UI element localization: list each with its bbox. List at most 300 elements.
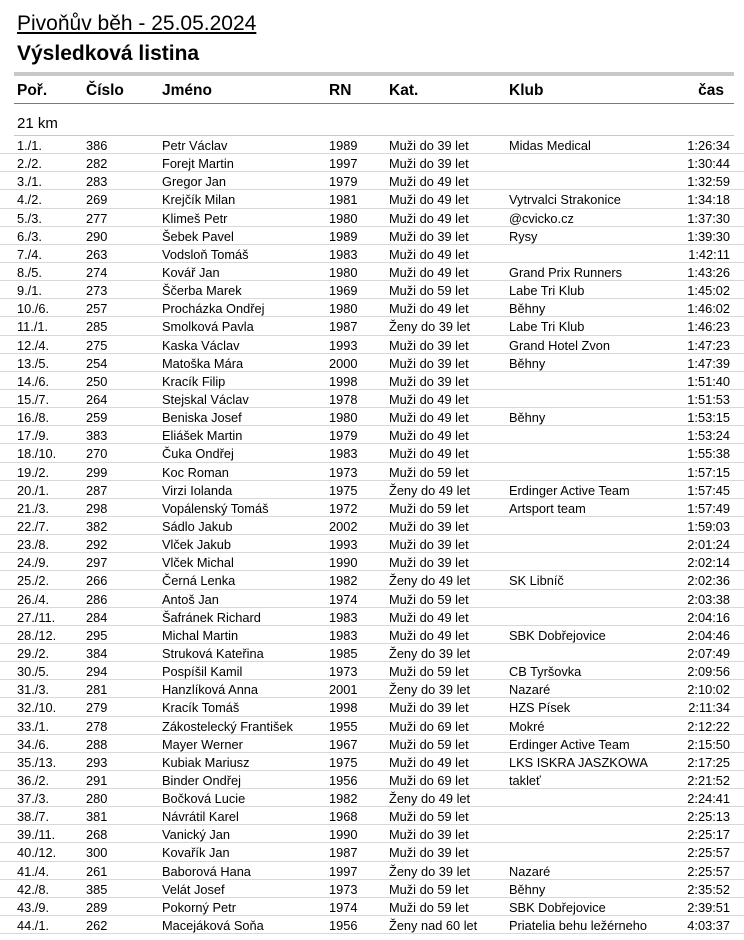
cell-name: Procházka Ondřej bbox=[162, 301, 265, 317]
cell-number: 295 bbox=[86, 627, 108, 643]
cell-category: Muži do 39 let bbox=[389, 555, 469, 571]
cell-time: 1:43:26 bbox=[687, 264, 730, 280]
cell-time: 2:02:14 bbox=[687, 555, 730, 571]
cell-club: @cvicko.cz bbox=[509, 210, 574, 226]
cell-club: Grand Prix Runners bbox=[509, 264, 623, 280]
cell-year: 1973 bbox=[329, 664, 358, 680]
cell-year: 1980 bbox=[329, 264, 358, 280]
cell-rank: 36./2. bbox=[17, 772, 50, 788]
header-time: čas bbox=[698, 82, 724, 99]
cell-year: 1989 bbox=[329, 228, 358, 244]
cell-club: SBK Dobřejovice bbox=[509, 899, 606, 915]
table-row bbox=[0, 372, 744, 390]
cell-number: 277 bbox=[86, 210, 108, 226]
table-row bbox=[0, 698, 744, 716]
cell-category: Muži do 49 let bbox=[389, 301, 469, 317]
cell-rank: 1./1. bbox=[17, 138, 42, 153]
table-row bbox=[0, 916, 744, 934]
cell-number: 283 bbox=[86, 174, 108, 190]
cell-number: 270 bbox=[86, 446, 108, 462]
table-row bbox=[0, 807, 744, 825]
cell-rank: 13./5. bbox=[17, 355, 50, 371]
cell-name: Vanický Jan bbox=[162, 827, 231, 843]
cell-time: 1:55:38 bbox=[687, 446, 730, 462]
table-row bbox=[0, 299, 744, 317]
cell-time: 1:53:24 bbox=[687, 428, 730, 444]
cell-number: 292 bbox=[86, 537, 108, 553]
cell-rank: 38./7. bbox=[17, 809, 50, 825]
cell-rank: 40./12. bbox=[17, 845, 57, 861]
table-row bbox=[0, 535, 744, 553]
cell-rank: 25./2. bbox=[17, 573, 50, 589]
cell-rank: 44./1. bbox=[17, 918, 50, 934]
cell-name: Šafránek Richard bbox=[162, 609, 261, 625]
cell-number: 286 bbox=[86, 591, 108, 607]
cell-name: Kracík Filip bbox=[162, 373, 226, 389]
cell-year: 1975 bbox=[329, 754, 358, 770]
cell-name: Vopálenský Tomáš bbox=[162, 500, 269, 516]
cell-name: Pospíšil Kamil bbox=[162, 664, 243, 680]
table-row bbox=[0, 408, 744, 426]
cell-name: Šebek Pavel bbox=[162, 228, 234, 244]
cell-category: Muži do 59 let bbox=[389, 881, 469, 897]
cell-year: 1990 bbox=[329, 827, 358, 843]
cell-club: HZS Písek bbox=[509, 700, 571, 716]
cell-category: Muži do 39 let bbox=[389, 845, 469, 861]
table-row bbox=[0, 426, 744, 444]
cell-club: Grand Hotel Zvon bbox=[509, 337, 611, 353]
cell-category: Muži do 49 let bbox=[389, 210, 469, 226]
cell-time: 1:42:11 bbox=[688, 246, 730, 262]
table-row bbox=[0, 825, 744, 843]
cell-number: 297 bbox=[86, 555, 108, 571]
cell-time: 1:47:23 bbox=[687, 337, 730, 353]
cell-name: Vlček Michal bbox=[162, 555, 234, 571]
cell-time: 1:51:40 bbox=[687, 373, 730, 389]
table-row bbox=[0, 336, 744, 354]
cell-rank: 31./3. bbox=[17, 682, 50, 698]
cell-number: 285 bbox=[86, 319, 108, 335]
cell-club: Rysy bbox=[509, 228, 538, 244]
cell-category: Muži do 39 let bbox=[389, 537, 469, 553]
cell-time: 2:15:50 bbox=[687, 736, 730, 752]
cell-category: Muži do 49 let bbox=[389, 264, 469, 280]
cell-club: SK Libníč bbox=[509, 573, 564, 589]
cell-year: 1975 bbox=[329, 482, 358, 498]
cell-year: 1973 bbox=[329, 464, 358, 480]
cell-number: 263 bbox=[86, 246, 108, 262]
cell-time: 1:59:03 bbox=[687, 518, 730, 534]
cell-number: 287 bbox=[86, 482, 108, 498]
cell-club: Běhny bbox=[509, 301, 546, 317]
cell-category: Ženy do 39 let bbox=[389, 682, 471, 698]
table-row bbox=[0, 590, 744, 608]
cell-club: Priatelia behu ležérneho bbox=[509, 918, 648, 934]
table-row bbox=[0, 843, 744, 861]
cell-number: 250 bbox=[86, 373, 108, 389]
cell-club: SBK Dobřejovice bbox=[509, 627, 606, 643]
cell-name: Hanzlíková Anna bbox=[162, 682, 259, 698]
cell-time: 1:30:44 bbox=[687, 156, 730, 172]
table-row bbox=[0, 499, 744, 517]
cell-name: Struková Kateřina bbox=[162, 645, 264, 661]
cell-year: 1997 bbox=[329, 156, 358, 172]
cell-club: Labe Tri Klub bbox=[509, 283, 585, 299]
cell-time: 1:39:30 bbox=[687, 228, 730, 244]
cell-time: 2:24:41 bbox=[687, 791, 730, 807]
cell-number: 383 bbox=[86, 428, 108, 444]
cell-time: 2:35:52 bbox=[687, 881, 730, 897]
cell-year: 1968 bbox=[329, 809, 358, 825]
cell-rank: 2./2. bbox=[17, 156, 42, 172]
cell-year: 1987 bbox=[329, 845, 358, 861]
cell-rank: 34./6. bbox=[17, 736, 50, 752]
cell-name: Vodsloň Tomáš bbox=[162, 246, 249, 262]
cell-category: Muži do 39 let bbox=[389, 355, 469, 371]
cell-category: Muži do 49 let bbox=[389, 627, 469, 643]
cell-time: 2:21:52 bbox=[687, 772, 730, 788]
cell-name: Gregor Jan bbox=[162, 174, 227, 190]
cell-category: Ženy do 49 let bbox=[389, 573, 471, 589]
cell-rank: 42./8. bbox=[17, 881, 50, 897]
cell-number: 290 bbox=[86, 228, 108, 244]
cell-category: Muži do 59 let bbox=[389, 736, 469, 752]
cell-rank: 7./4. bbox=[17, 246, 42, 262]
cell-number: 291 bbox=[86, 772, 108, 788]
table-row bbox=[0, 136, 744, 154]
cell-name: Eliášek Martin bbox=[162, 428, 243, 444]
table-row bbox=[0, 680, 744, 698]
cell-category: Muži do 39 let bbox=[389, 337, 469, 353]
cell-number: 298 bbox=[86, 500, 108, 516]
cell-club: Mokré bbox=[509, 718, 545, 734]
cell-number: 281 bbox=[86, 682, 108, 698]
cell-club: Midas Medical bbox=[509, 138, 591, 153]
table-row bbox=[0, 190, 744, 208]
cell-rank: 24./9. bbox=[17, 555, 50, 571]
cell-rank: 4./2. bbox=[17, 192, 42, 208]
table-row bbox=[0, 644, 744, 662]
cell-name: Vlček Jakub bbox=[162, 537, 231, 553]
cell-rank: 19./2. bbox=[17, 464, 50, 480]
cell-name: Pokorný Petr bbox=[162, 899, 236, 915]
cell-rank: 22./7. bbox=[17, 518, 50, 534]
cell-time: 2:01:24 bbox=[687, 537, 730, 553]
cell-club: Běhny bbox=[509, 410, 546, 426]
cell-year: 1983 bbox=[329, 246, 358, 262]
cell-category: Ženy do 39 let bbox=[389, 645, 471, 661]
cell-category: Muži do 39 let bbox=[389, 373, 469, 389]
cell-club: takleť bbox=[509, 772, 541, 788]
cell-category: Muži do 39 let bbox=[389, 228, 469, 244]
cell-number: 294 bbox=[86, 664, 108, 680]
cell-year: 1969 bbox=[329, 283, 358, 299]
cell-category: Muži do 49 let bbox=[389, 391, 469, 407]
cell-category: Ženy do 39 let bbox=[389, 863, 471, 879]
header-number: Číslo bbox=[86, 82, 124, 99]
cell-category: Muži do 59 let bbox=[389, 664, 469, 680]
cell-rank: 35./13. bbox=[17, 754, 57, 770]
cell-category: Ženy do 49 let bbox=[389, 791, 471, 807]
cell-number: 275 bbox=[86, 337, 108, 353]
cell-club: Erdinger Active Team bbox=[509, 482, 630, 498]
cell-category: Muži do 59 let bbox=[389, 899, 469, 915]
cell-name: Smolková Pavla bbox=[162, 319, 254, 335]
results-table bbox=[0, 136, 744, 934]
cell-number: 262 bbox=[86, 918, 108, 934]
cell-number: 259 bbox=[86, 410, 108, 426]
cell-rank: 41./4. bbox=[17, 863, 50, 879]
cell-year: 2001 bbox=[329, 682, 358, 698]
cell-time: 2:10:02 bbox=[687, 682, 730, 698]
cell-category: Muži do 39 let bbox=[389, 138, 469, 153]
cell-time: 2:11:34 bbox=[688, 700, 730, 716]
cell-time: 1:57:15 bbox=[687, 464, 730, 480]
cell-number: 288 bbox=[86, 736, 108, 752]
cell-year: 1980 bbox=[329, 210, 358, 226]
cell-name: Kubiak Mariusz bbox=[162, 754, 250, 770]
cell-club: Nazaré bbox=[509, 863, 551, 879]
cell-category: Ženy nad 60 let bbox=[389, 918, 478, 934]
cell-club: Labe Tri Klub bbox=[509, 319, 585, 335]
cell-name: Michal Martin bbox=[162, 627, 239, 643]
cell-time: 2:25:13 bbox=[687, 809, 730, 825]
page-subtitle: Výsledková listina bbox=[17, 42, 200, 65]
cell-time: 2:12:22 bbox=[687, 718, 730, 734]
cell-year: 1980 bbox=[329, 410, 358, 426]
cell-year: 1980 bbox=[329, 301, 358, 317]
cell-time: 2:25:17 bbox=[687, 827, 730, 843]
cell-name: Velát Josef bbox=[162, 881, 225, 897]
cell-number: 384 bbox=[86, 645, 108, 661]
cell-name: Koc Roman bbox=[162, 464, 229, 480]
cell-time: 1:47:39 bbox=[687, 355, 730, 371]
cell-number: 264 bbox=[86, 391, 108, 407]
cell-time: 1:45:02 bbox=[687, 283, 730, 299]
cell-club: Běhny bbox=[509, 881, 546, 897]
cell-rank: 10./6. bbox=[17, 301, 50, 317]
cell-number: 385 bbox=[86, 881, 108, 897]
cell-category: Muži do 39 let bbox=[389, 518, 469, 534]
cell-rank: 9./1. bbox=[17, 283, 42, 299]
table-row bbox=[0, 789, 744, 807]
cell-rank: 30./5. bbox=[17, 664, 50, 680]
cell-name: Černá Lenka bbox=[162, 573, 236, 589]
cell-rank: 21./3. bbox=[17, 500, 50, 516]
cell-time: 1:57:45 bbox=[687, 482, 730, 498]
cell-number: 268 bbox=[86, 827, 108, 843]
header-divider bbox=[14, 103, 734, 104]
cell-year: 1982 bbox=[329, 573, 358, 589]
cell-time: 2:25:57 bbox=[687, 863, 730, 879]
cell-year: 1978 bbox=[329, 391, 358, 407]
cell-category: Muži do 59 let bbox=[389, 591, 469, 607]
cell-time: 1:34:18 bbox=[687, 192, 730, 208]
cell-rank: 6./3. bbox=[17, 228, 42, 244]
cell-time: 2:17:25 bbox=[687, 754, 730, 770]
table-row bbox=[0, 608, 744, 626]
cell-name: Kovář Jan bbox=[162, 264, 220, 280]
cell-name: Matoška Mára bbox=[162, 355, 244, 371]
cell-time: 1:37:30 bbox=[687, 210, 730, 226]
cell-year: 1983 bbox=[329, 446, 358, 462]
table-row bbox=[0, 463, 744, 481]
cell-year: 1983 bbox=[329, 609, 358, 625]
cell-year: 1987 bbox=[329, 319, 358, 335]
cell-rank: 18./10. bbox=[17, 446, 57, 462]
cell-category: Muži do 59 let bbox=[389, 500, 469, 516]
cell-category: Muži do 49 let bbox=[389, 174, 469, 190]
cell-number: 386 bbox=[86, 138, 108, 153]
header-category: Kat. bbox=[389, 82, 419, 99]
cell-number: 274 bbox=[86, 264, 108, 280]
cell-number: 282 bbox=[86, 156, 108, 172]
cell-time: 2:03:38 bbox=[687, 591, 730, 607]
cell-year: 1967 bbox=[329, 736, 358, 752]
cell-name: Sádlo Jakub bbox=[162, 518, 233, 534]
cell-rank: 33./1. bbox=[17, 718, 50, 734]
cell-category: Muži do 49 let bbox=[389, 428, 469, 444]
cell-club: CB Tyršovka bbox=[509, 664, 582, 680]
cell-year: 2000 bbox=[329, 355, 358, 371]
table-row bbox=[0, 862, 744, 880]
cell-year: 1974 bbox=[329, 899, 358, 915]
cell-rank: 11./1. bbox=[17, 319, 49, 335]
cell-year: 1981 bbox=[329, 192, 358, 208]
header-rank: Poř. bbox=[17, 82, 48, 99]
cell-rank: 29./2. bbox=[17, 645, 50, 661]
cell-rank: 17./9. bbox=[17, 428, 50, 444]
cell-rank: 3./1. bbox=[17, 174, 42, 190]
cell-name: Virzi Iolanda bbox=[162, 482, 233, 498]
cell-category: Muži do 49 let bbox=[389, 410, 469, 426]
cell-rank: 28./12. bbox=[17, 627, 57, 643]
table-row bbox=[0, 281, 744, 299]
cell-name: Binder Ondřej bbox=[162, 772, 241, 788]
cell-time: 2:09:56 bbox=[687, 664, 730, 680]
cell-time: 2:04:16 bbox=[687, 609, 730, 625]
cell-time: 1:57:49 bbox=[687, 500, 730, 516]
cell-name: Bočková Lucie bbox=[162, 791, 246, 807]
cell-name: Kaska Václav bbox=[162, 337, 240, 353]
table-row bbox=[0, 263, 744, 281]
table-row bbox=[0, 390, 744, 408]
cell-year: 1982 bbox=[329, 791, 358, 807]
table-row bbox=[0, 626, 744, 644]
cell-number: 289 bbox=[86, 899, 108, 915]
cell-year: 1993 bbox=[329, 337, 358, 353]
table-row bbox=[0, 880, 744, 898]
cell-year: 1985 bbox=[329, 645, 358, 661]
table-row bbox=[0, 662, 744, 680]
cell-category: Ženy do 49 let bbox=[389, 482, 471, 498]
cell-year: 1983 bbox=[329, 627, 358, 643]
page-title: Pivoňův běh - 25.05.2024 bbox=[17, 12, 257, 35]
cell-rank: 23./8. bbox=[17, 537, 50, 553]
cell-time: 1:51:53 bbox=[687, 391, 730, 407]
cell-name: Klimeš Petr bbox=[162, 210, 228, 226]
cell-number: 269 bbox=[86, 192, 108, 208]
cell-category: Muži do 59 let bbox=[389, 809, 469, 825]
cell-category: Muži do 69 let bbox=[389, 772, 469, 788]
table-row bbox=[0, 898, 744, 916]
cell-name: Antoš Jan bbox=[162, 591, 219, 607]
cell-category: Muži do 39 let bbox=[389, 827, 469, 843]
cell-category: Muži do 49 let bbox=[389, 192, 469, 208]
table-row bbox=[0, 517, 744, 535]
cell-time: 1:53:15 bbox=[687, 410, 730, 426]
cell-category: Muži do 69 let bbox=[389, 718, 469, 734]
cell-time: 1:46:02 bbox=[687, 301, 730, 317]
header-name: Jméno bbox=[162, 82, 212, 99]
cell-number: 254 bbox=[86, 355, 108, 371]
cell-name: Stejskal Václav bbox=[162, 391, 249, 407]
cell-year: 1979 bbox=[329, 174, 358, 190]
title-divider bbox=[14, 72, 734, 76]
cell-number: 300 bbox=[86, 845, 108, 861]
cell-rank: 27./11. bbox=[17, 609, 56, 625]
cell-name: Beniska Josef bbox=[162, 410, 242, 426]
cell-year: 1997 bbox=[329, 863, 358, 879]
cell-category: Muži do 49 let bbox=[389, 446, 469, 462]
cell-number: 381 bbox=[86, 809, 108, 825]
cell-category: Muži do 59 let bbox=[389, 464, 469, 480]
cell-number: 261 bbox=[86, 863, 108, 879]
cell-club: Artsport team bbox=[509, 500, 586, 516]
cell-rank: 37./3. bbox=[17, 791, 50, 807]
cell-rank: 26./4. bbox=[17, 591, 50, 607]
cell-category: Muži do 59 let bbox=[389, 283, 469, 299]
cell-year: 1998 bbox=[329, 373, 358, 389]
cell-rank: 20./1. bbox=[17, 482, 50, 498]
header-year: RN bbox=[329, 82, 352, 99]
table-row bbox=[0, 209, 744, 227]
cell-year: 2002 bbox=[329, 518, 358, 534]
table-header bbox=[0, 82, 744, 104]
cell-time: 2:39:51 bbox=[687, 899, 730, 915]
table-row bbox=[0, 735, 744, 753]
cell-rank: 12./4. bbox=[17, 337, 50, 353]
table-row bbox=[0, 771, 744, 789]
cell-category: Muži do 49 let bbox=[389, 246, 469, 262]
cell-name: Zákostelecký František bbox=[162, 718, 293, 734]
cell-name: Kovařík Jan bbox=[162, 845, 230, 861]
cell-year: 1973 bbox=[329, 881, 358, 897]
cell-category: Muži do 49 let bbox=[389, 609, 469, 625]
cell-name: Ščerba Marek bbox=[162, 283, 242, 299]
cell-number: 382 bbox=[86, 518, 108, 534]
table-row bbox=[0, 553, 744, 571]
cell-time: 1:46:23 bbox=[687, 319, 730, 335]
cell-year: 1979 bbox=[329, 428, 358, 444]
table-row bbox=[0, 571, 744, 589]
cell-number: 273 bbox=[86, 283, 108, 299]
cell-number: 278 bbox=[86, 718, 108, 734]
cell-time: 2:02:36 bbox=[687, 573, 730, 589]
cell-rank: 14./6. bbox=[17, 373, 50, 389]
table-row bbox=[0, 172, 744, 190]
table-row bbox=[0, 154, 744, 172]
cell-time: 1:26:34 bbox=[687, 138, 730, 153]
cell-number: 284 bbox=[86, 609, 108, 625]
cell-time: 4:03:37 bbox=[687, 918, 730, 934]
cell-name: Forejt Martin bbox=[162, 156, 234, 172]
cell-year: 1990 bbox=[329, 555, 358, 571]
cell-time: 2:25:57 bbox=[687, 845, 730, 861]
cell-year: 1955 bbox=[329, 718, 358, 734]
cell-year: 1993 bbox=[329, 537, 358, 553]
cell-year: 1989 bbox=[329, 138, 358, 153]
